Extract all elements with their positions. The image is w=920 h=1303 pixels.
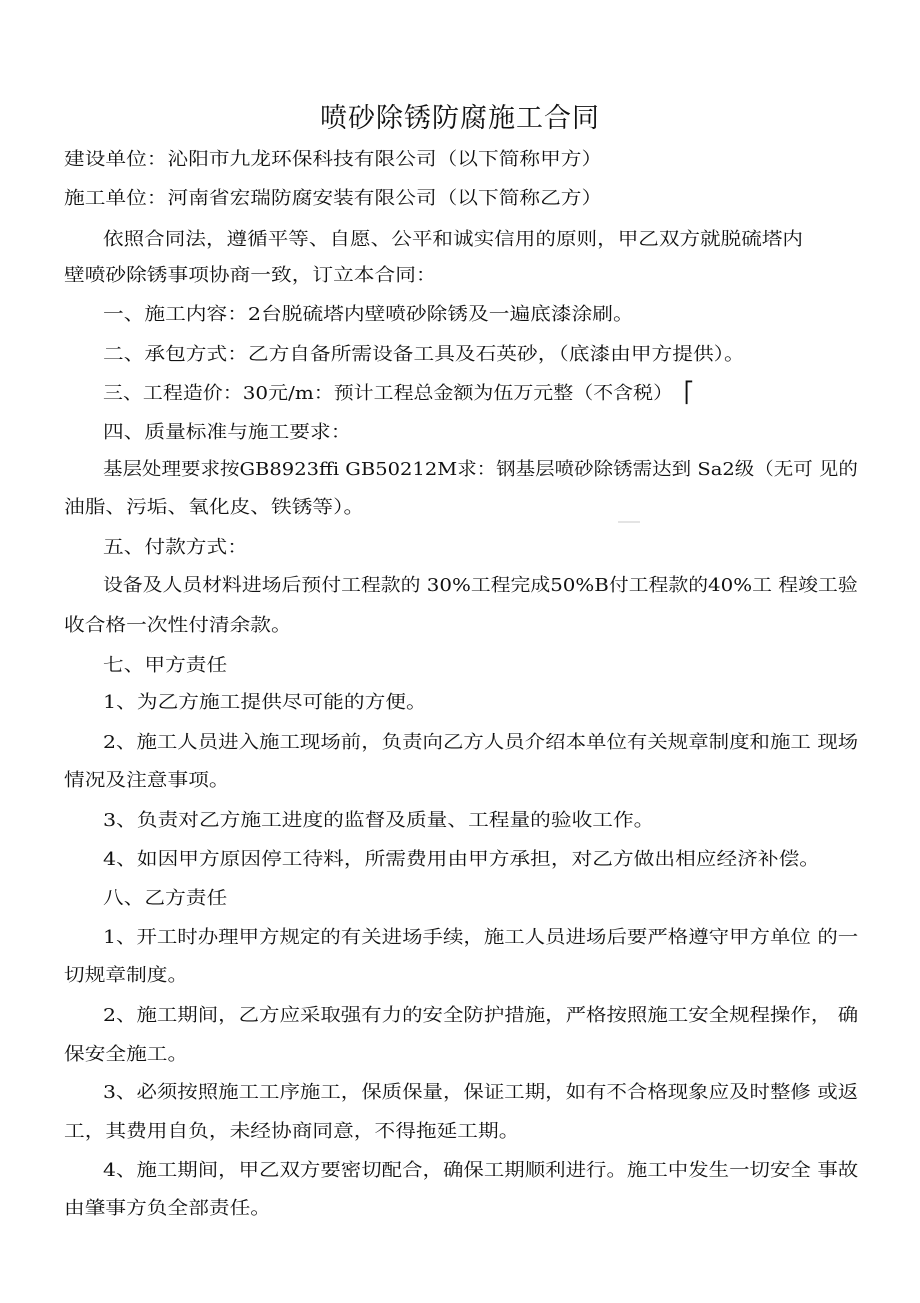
clause-8-heading: 八、乙方责任 bbox=[103, 888, 228, 909]
clause-5-line-2: 收合格一次性付清余款。 bbox=[64, 615, 292, 636]
clause-2: 二、承包方式：乙方自备所需设备工具及石英砂，（底漆由甲方提供）。 bbox=[103, 344, 745, 365]
clause-4-heading: 四、质量标准与施工要求： bbox=[103, 422, 352, 443]
clause-4-line-1: 基层处理要求按GB8923ffi GB50212M求：钢基层喷砂除锈需达到 Sa2级（无可 见的 bbox=[103, 459, 858, 480]
clause-8-item-2-line-2: 保安全施工。 bbox=[64, 1044, 189, 1065]
document-title: 喷砂除锈防腐施工合同 bbox=[320, 103, 600, 134]
clause-7-item-4: 4、如因甲方原因停工待料，所需费用由甲方承担，对乙方做出相应经济补偿。 bbox=[103, 849, 820, 870]
clause-4-line-2: 油脂、污垢、氧化皮、铁锈等）。 bbox=[64, 497, 365, 518]
clause-3: 三、工程造价：30元/m：预计工程总金额为伍万元整（不含税） bbox=[103, 383, 674, 404]
clause-1: 一、施工内容：2台脱硫塔内壁喷砂除锈及一遍底漆涂刷。 bbox=[103, 304, 634, 325]
scan-speck bbox=[618, 521, 640, 523]
contractor-line: 施工单位：河南省宏瑞防腐安装有限公司（以下简称乙方） bbox=[64, 188, 603, 209]
clause-7-item-3: 3、负责对乙方施工进度的监督及质量、工程量的验收工作。 bbox=[103, 810, 655, 831]
clause-7-item-2-line-1: 2、施工人员进入施工现场前，负责向乙方人员介绍本单位有关规章制度和施工 现场 bbox=[103, 732, 859, 753]
preamble-line-1: 依照合同法，遵循平等、自愿、公平和诚实信用的原则，甲乙双方就脱硫塔内 bbox=[103, 229, 803, 250]
clause-8-item-4-line-1: 4、施工期间，甲乙双方要密切配合，确保工期顺利进行。施工中发生一切安全 事故 bbox=[103, 1160, 859, 1181]
clause-7-item-1: 1、为乙方施工提供尽可能的方便。 bbox=[103, 692, 427, 713]
preamble-line-2: 壁喷砂除锈事项协商一致，订立本合同： bbox=[64, 265, 437, 286]
clause-8-item-1-line-1: 1、开工时办理甲方规定的有关进场手续，施工人员进场后要严格遵守甲方单位 的一 bbox=[103, 927, 859, 948]
clause-8-item-1-line-2: 切规章制度。 bbox=[64, 965, 189, 986]
stray-bracket-mark: ⎡ bbox=[684, 380, 694, 404]
client-line: 建设单位：沁阳市九龙环保科技有限公司（以下简称甲方） bbox=[64, 149, 603, 170]
clause-8-item-2-line-1: 2、施工期间，乙方应采取强有力的安全防护措施，严格按照施工安全规程操作， 确 bbox=[103, 1005, 859, 1026]
clause-8-item-3-line-1: 3、必须按照施工工序施工，保质保量，保证工期，如有不合格现象应及时整修 或返 bbox=[103, 1082, 859, 1103]
clause-7-heading: 七、甲方责任 bbox=[103, 655, 228, 676]
clause-5-line-1: 设备及人员材料进场后预付工程款的 30%工程完成50%B付工程款的40%工 程竣工验 bbox=[103, 575, 858, 596]
clause-8-item-3-line-2: 工，其费用自负，未经协商同意，不得拖延工期。 bbox=[64, 1121, 520, 1142]
clause-8-item-4-line-2: 由肇事方负全部责任。 bbox=[64, 1198, 271, 1219]
clause-7-item-2-line-2: 情况及注意事项。 bbox=[64, 770, 230, 791]
clause-5-heading: 五、付款方式： bbox=[103, 537, 248, 558]
